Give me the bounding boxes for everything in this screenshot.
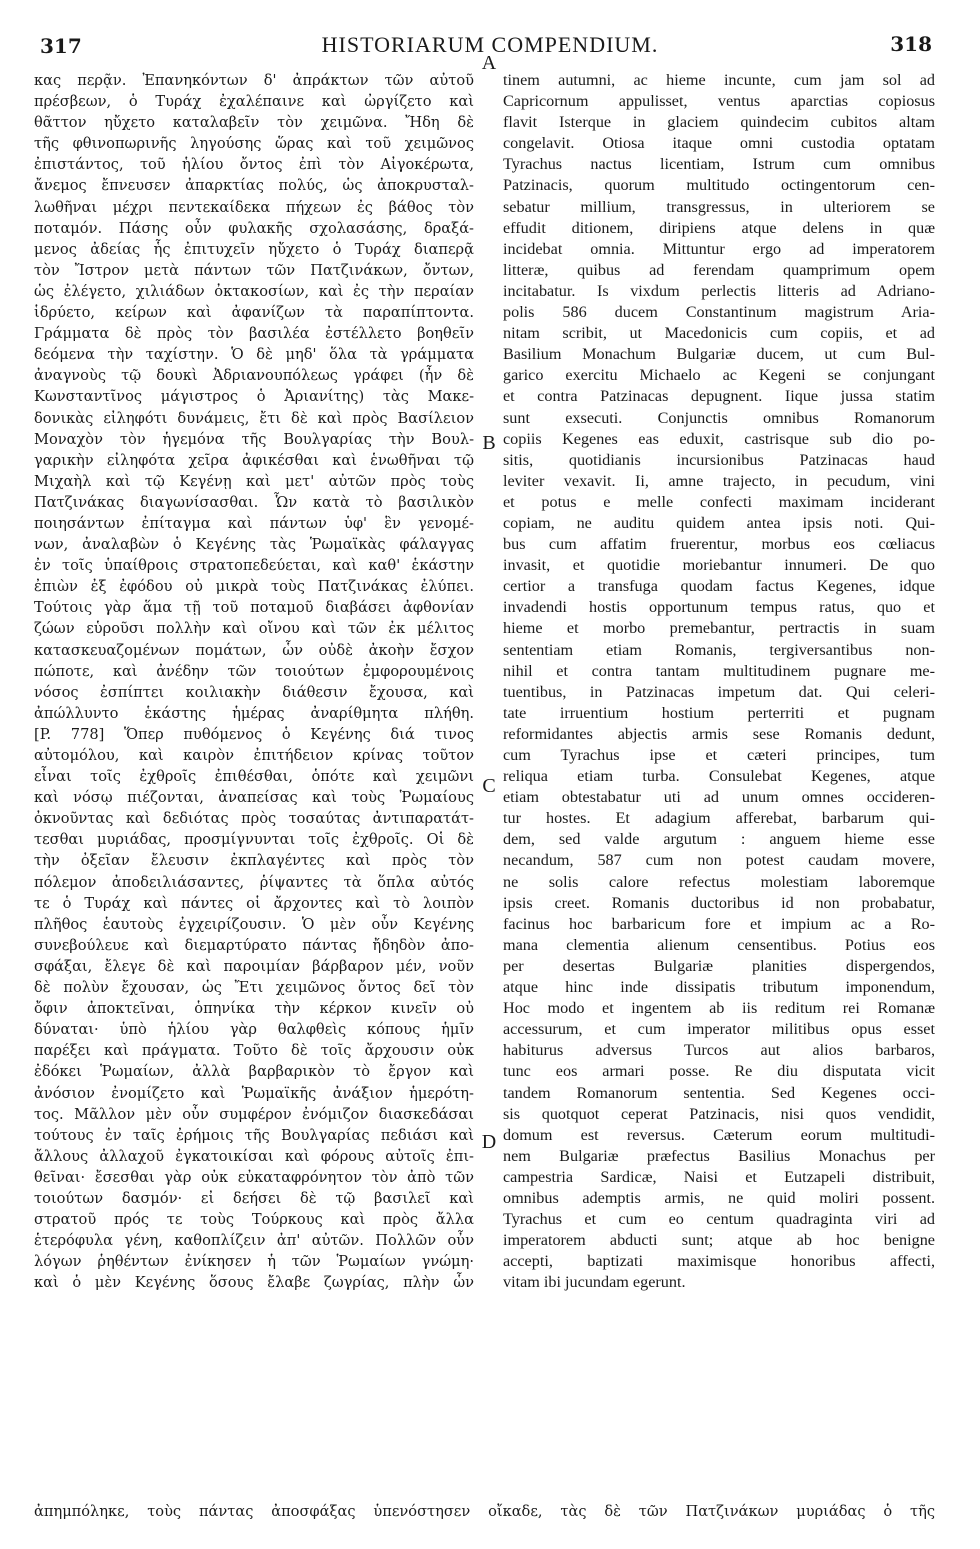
text-line: πώποτε, καὶ ἀνέδην τῶν τοιούτων ἐμφορουμένοις <box>34 662 474 680</box>
text-line: Patzinacis, quorum multitudo octingentorum cen- <box>503 176 935 195</box>
text-line: γαρικὴν εἰληφότα χεῖρα ἀφικέσθαι καὶ ἑνωθῆναι τῷ <box>34 451 474 469</box>
text-line: δονικὰς εἰληφότι δυνάμεις, ἔτι δὲ καὶ πρὸς Βασίλειον <box>34 409 474 427</box>
text-line: τούτους ἐν ταῖς ἐρήμοις τῆς Βουλγαρίας πεδιάσι καὶ <box>34 1126 474 1144</box>
text-line: habiturus adversus Turcos aut alios barbaros, <box>503 1041 935 1060</box>
text-line: per desertas Bulgariæ planities dispergendos, <box>503 956 935 975</box>
text-line: ἀπώλλυντο ἑκάστης ἡμέρας ἀναρίθμητα πλήθη. <box>34 704 474 722</box>
text-line: ποταμόν. Πάσης οὖν φυλακῆς σχολασάσης, δραξά- <box>34 219 474 237</box>
text-line: incitabatur. Is vixdum perlectis litteris ad Adriano- <box>503 281 935 300</box>
text-line: nitam scribit, ut Macedonicis cum copiis, et ad <box>503 324 935 343</box>
text-line: dem, sed valde argutum : anguem hieme esse <box>503 830 935 849</box>
text-line: certior a transfuga quodam factus Kegenes, idque <box>503 577 935 596</box>
text-line: Γράμματα δὲ πρὸς τὸν βασιλέα ἐστέλλετο βοηθεῖν <box>34 325 474 343</box>
text-line: ἄνεμος ἔπνευσεν ἀπαρκτίας πολύς, ὡς ἀποκρυσταλ- <box>34 177 474 195</box>
text-line: ipsis creet. Romanis ductoribus id non probabatur, <box>503 893 935 912</box>
text-line: τος. Μᾶλλον μὲν οὖν συμφέρον ἐνόμιζον διασκεδάσαι <box>34 1105 474 1123</box>
text-line: ζώων εὑροῦσι πολλὴν καὶ οἴνου καὶ τῶν ἐκ μέλιτος <box>34 620 474 638</box>
text-line: et contra Patzinacas depugnent. Iique jussa statim <box>503 387 935 406</box>
text-line: etiam obtestabatur uti ad unum omnes occideren- <box>503 788 935 807</box>
text-line: λόγων ῥηθέντων ἐνίκησεν ἡ τῶν Ῥωμαίων γνώμη· <box>34 1253 474 1271</box>
text-line: θεῖναι· ἔσεσθαι γὰρ οὐκ εὐκαταφρόνητον τὸν ἀπὸ τῶν <box>34 1168 474 1186</box>
text-line: ποιησάντων ἐπίταγμα καὶ πάντων ὑφ' ἓν γενομέ- <box>34 514 474 532</box>
text-line: garico exercitu Michaelo ac Kegeni se conjungant <box>503 366 935 385</box>
text-line: δύναται· ὑπὸ ἡλίου γὰρ θαλφθεὶς κόπους ἡμῖν <box>34 1021 474 1039</box>
text-line: ἱδρύετο, κείρων καὶ ἀφανίζων τὰ παραπίπτοντα. <box>34 304 474 322</box>
text-line: πλῆθος ἑαυτοὺς ἐγχειρίζουσιν. Ὁ μὲν οὖν Κεγένης <box>34 915 474 933</box>
text-line: καὶ ὁ μὲν Κεγένης ὅσους ἔλαβε ζωγρίας, πλὴν ὧν <box>34 1274 474 1292</box>
text-line: vitam ibi jucundam egerunt. <box>503 1273 686 1292</box>
text-line: sitis, quotidianis incursionibus Patzinacas haud <box>503 450 935 469</box>
text-line: πόλεμον ἀποδειλιάσαντες, ῥίψαντες τὰ ὅπλα αὐτός <box>34 873 474 891</box>
text-line: ἐπιστάντος, τοῦ ἡλίου ὄντος ἐπὶ τὸν Αἰγοκέρωτα, <box>34 156 474 174</box>
text-line: ἐπιὼν ἐξ ἐφόδου οὐ μικρὰ τοὺς Πατζινάκας ἐλύπει. <box>34 578 474 596</box>
text-line: ἐδόκει Ῥωμαίων, ἀλλὰ βαρβαρικὸν τὸ ἔργον καὶ <box>34 1063 474 1081</box>
text-line: ne solis calore refectus molestiam laboremque <box>503 872 935 891</box>
text-line: invadendi hostis opportunum tempus ratus, quo et <box>503 598 935 617</box>
text-line: tuentibus, in Patzinacas impetum dat. Qui celeri- <box>503 682 935 701</box>
text-line: ἐν τοῖς ὑπαίθροις στρατοπεδεύεται, καὶ καθ' ἑκάστην <box>34 557 474 575</box>
page-number-left: 317 <box>40 34 82 58</box>
text-line: ἑτερόφυλα γένη, καθοπλίζειν ἀπ' αὐτῶν. Πολλῶν οὖν <box>34 1232 474 1250</box>
text-line: ἄλλους ἀλλαχοῦ ἐγκατοικίσαι καὶ φόρους αὐτοῖς ἐπι- <box>34 1147 474 1165</box>
text-line: τοιούτων δασμόν· εἰ δεήσει δὲ τῷ βασιλεῖ καὶ <box>34 1189 474 1207</box>
text-line: accessurum, et cum imperator militibus opus esset <box>503 1020 935 1039</box>
text-line: effudit ditionem, diripiens atque delens in quæ <box>503 218 935 237</box>
section-marker-b: B <box>482 432 496 454</box>
text-line: mana clementia alienum censentibus. Potius eos <box>503 935 935 954</box>
section-marker-a: A <box>481 52 497 74</box>
text-line: tinem autumni, ac hieme incunte, cum jam sol ad <box>503 71 935 89</box>
text-line: copiam, ne auditu quidem antea ipsis noti. Qui- <box>503 513 935 532</box>
text-line: omnibus ademptis armis, ne quid moliri possent. <box>503 1188 935 1207</box>
text-line: tunc eos armari posse. Re diu disputata vicit <box>503 1062 935 1081</box>
text-line: facinus hoc barbaricum fore et impium ac a Ro- <box>503 914 935 933</box>
text-line: hieme et morbo premebantur, pertractis in suam <box>503 619 935 638</box>
text-line: tate irruentium hostium perterriti et pugnam <box>503 703 935 722</box>
text-line: litteræ, quibus ad ferendam quamprimum opem <box>503 260 935 279</box>
text-line: στρατοῦ πρός τε τοὺς Τούρκους καὶ πρὸς ἄλλα <box>34 1211 474 1229</box>
text-line: [P. 778] Ὅπερ πυθόμενος ὁ Κεγένης διά τινος <box>34 725 474 743</box>
text-line: Hoc modo et ingentem ab iis reditum rei Romanæ <box>503 999 935 1018</box>
text-line: flavit Isterque in glaciem quindecim cubitos altam <box>503 113 935 132</box>
running-title: HISTORIARUM COMPENDIUM. <box>321 32 659 57</box>
text-line: συνεβούλευε καὶ διεμαρτύρατο πάντας ἤδηδὸν ἀπο- <box>34 936 474 954</box>
text-line: sis quotquot ceperat Patzinacis, nisi quos vendidit, <box>503 1104 935 1123</box>
text-line: Basilium Monachum Bulgariæ ducem, ut cum Bul- <box>503 345 935 364</box>
text-line: cum Tyrachus ipse et cæteri principes, tum <box>503 746 935 764</box>
text-line: Capricornum appulisset, ventus aparctias copiosus <box>503 92 935 111</box>
text-line: σφάξαι, ἔλεγε δὲ καὶ παροιμίαν βάρβαρον μέν, νοῦν <box>34 957 474 975</box>
text-line: Μιχαὴλ καὶ τῷ Κεγένῃ καὶ μετ' αὐτῶν πρὸς τοὺς <box>34 472 474 490</box>
text-line: νων, ἀναλαβὼν ὁ Κεγένης τὰς Ῥωμαϊκὰς φάλαγγας <box>34 536 474 554</box>
text-line: νόσος ἐσπίπτει κοιλιακὴν διάθεσιν ἔχουσα, καὶ <box>34 683 474 701</box>
text-line: sententiam etiam Romanis, tergiversantibus non- <box>503 640 935 659</box>
text-line: Tyrachus et cum eo centum quadraginta viri ad <box>503 1210 935 1229</box>
text-line: sebatur millium, transgressus, in ulteriorem se <box>503 197 935 216</box>
text-line: λωθῆναι μέχρι πεντεκαίδεκα πήχεων ἐς βάθος τὸν <box>34 198 474 216</box>
text-line: παρέξει καὶ πράγματα. Τοῦτο δὲ τοῖς ἄρχουσιν οὐκ <box>34 1042 474 1060</box>
text-line: reliqua etiam turba. Consulebat Kegenes, atque <box>503 767 935 786</box>
text-line: αὐτομόλου, καὶ καιρὸν ἐπιτήδειον κρίνας τοῦτον <box>34 747 474 764</box>
text-line: et potus e melle confecti maximam inciderant <box>503 492 935 511</box>
text-line: Τούτοις γὰρ ἅμα τῇ τοῦ ποταμοῦ διαβάσει ἀφθονίαν <box>34 599 474 617</box>
text-line: θᾶττον ηὔχετο καταλαβεῖν τὸν χειμῶνα. Ἤδη δὲ <box>34 114 474 132</box>
text-line: κας περᾷν. Ἐπανηκόντων δ' ἀπράκτων τῶν αὐτοῦ <box>34 72 474 89</box>
text-line: καὶ νόσῳ πιέζονται, ἀναπείσας καὶ τοὺς Ῥωμαίους <box>34 789 474 807</box>
text-line: sunt exsecuti. Conjunctis omnibus Romanorum <box>503 408 935 427</box>
text-line: imperatorem abducti sunt; atque ab hoc benigne <box>503 1231 935 1250</box>
text-line: campestria Sardicæ, Naisi et Eutzapeli distribuit, <box>503 1167 935 1186</box>
text-line: tandem Romanorum sententia. Sed Kegenes occi- <box>503 1083 935 1102</box>
text-line: τῆς φθινοπωρινῆς ληγούσης ὥρας καὶ τοῦ χειμῶνος <box>34 135 474 153</box>
bottom-greek-line: ἀπημπόληκε, τοὺς πάντας ἀποσφάξας ὑπενόστησεν οἴκαδε, τὰς δὲ τῶν Πατζινάκων μυριάδας ὁ τῆς <box>34 1503 935 1520</box>
text-line: bus cum affatim fruerentur, morbus eos cœliacus <box>503 535 935 554</box>
text-line: polis 586 ducem Constantinum magistrum Aria- <box>503 303 935 322</box>
text-line: tur hostes. Et adagium afferebat, barbarum qui- <box>503 809 935 828</box>
page-number-right: 318 <box>890 32 932 56</box>
text-line: Πατζινάκας διαγωνίσασθαι. Ὧν κατὰ τὸ βασιλικὸν <box>34 493 474 511</box>
text-line: Κωνσταντῖνος μάγιστρος ὁ Ἀριανίτης) τὰς Μακε- <box>34 388 474 406</box>
text-line: τὸν Ἴστρον μετὰ πάντων τῶν Πατζινάκων, ὄντων, <box>34 261 474 279</box>
text-line: leviter vexavit. Ii, amne trajecto, in pecudum, vini <box>503 471 935 490</box>
text-line: ἀνόσιον ἐνομίζετο καὶ Ῥωμαϊκῆς ἀνάξιον ἡμερότη- <box>34 1084 474 1102</box>
text-line: copiis Kegenes eas eduxit, castrisque sub dio po- <box>503 429 935 448</box>
text-line: domum est reversus. Cæterum eorum multitudi- <box>503 1125 935 1144</box>
text-line: ἀναγνοὺς τῷ δουκὶ Ἀδριανουπόλεως γράφει (ἦν δὲ <box>34 367 474 385</box>
text-line: ὀκνοῦντας καὶ δεδιότας πρὸς τοσαύτας ἀντιπαρατάτ- <box>34 810 474 828</box>
text-line: δὲ πολὺν ἔχουσαν, ὡς Ἔτι χειμῶνος ὄντος δεῖ τὸν <box>34 979 474 997</box>
text-line: accepti, baptizati maximisque honoribus affecti, <box>503 1252 935 1271</box>
text-line: μενος ἀδείας ἧς ἐπιτυχεῖν ηὔχετο ὁ Τυράχ διαπερᾷ <box>34 240 474 258</box>
text-line: necandum, 587 cum non potest caudam movere, <box>503 851 935 870</box>
text-line: τεσθαι μυριάδας, προσμίγνυνται τοῖς ἐχθροῖς. Οἱ δὲ <box>34 831 474 849</box>
text-line: atque hinc inde dissipatis tributum imponendum, <box>503 978 935 997</box>
section-marker-d: D <box>481 1131 497 1153</box>
latin-text-column <box>503 70 935 1293</box>
text-line: δεόμενα τὴν ταχίστην. Ὁ δὲ μηδ' ὅλα τὰ γράμματα <box>34 346 474 364</box>
text-line: reformidantes abjectis armis sese Romanis dedunt, <box>503 724 935 743</box>
section-marker-c: C <box>482 775 496 797</box>
text-line: nihil et contra tantam multitudinem pugnare me- <box>503 661 935 680</box>
text-line: nem Bulgariæ præfectus Basilius Monachus per <box>503 1146 935 1165</box>
text-line: incidebat omnia. Mittuntur ergo ad imperatorem <box>503 239 935 258</box>
text-line: Μοναχὸν τὸν ἡγεμόνα τῆς Βουλγαρίας τὴν Βουλ- <box>34 430 474 448</box>
text-line: Tyrachus nactus licentiam, Istrum cum omnibus <box>503 155 935 174</box>
text-line: πρέσβεων, ὁ Τυράχ ἐχαλέπαινε καὶ ὠργίζετο καὶ <box>34 93 474 111</box>
text-line: congelavit. Otiosa itaque omni custodia optatam <box>503 134 935 153</box>
text-line: ὡς ἐλέγετο, χιλιάδων ὀκτακοσίων, καὶ ἐς τὴν περαίαν <box>34 282 474 300</box>
text-line: τὴν ὀξεῖαν ἔλευσιν ἐκπλαγέντες καὶ πρὸς τὸν <box>34 852 474 870</box>
text-line: τε ὁ Τυράχ καὶ πάντες οἱ ἄρχοντες καὶ τὸ λοιπὸν <box>34 894 474 912</box>
text-line: ὄφιν ἀποκτεῖναι, ὁπηνίκα τὴν κέρκον κινεῖν οὐ <box>34 1000 474 1018</box>
text-line: invasit, et quotidie moriebantur innumeri. De quo <box>503 556 935 575</box>
text-line: κατασκευαζομένων πομάτων, ὧν οὐδὲ ἀκοὴν ἔσχον <box>34 641 474 659</box>
greek-text-column <box>34 70 474 1293</box>
text-line: εἶναι τοῖς ἐχθροῖς ἐπιθέσθαι, ὁπότε καὶ χειμῶνι <box>34 768 474 786</box>
